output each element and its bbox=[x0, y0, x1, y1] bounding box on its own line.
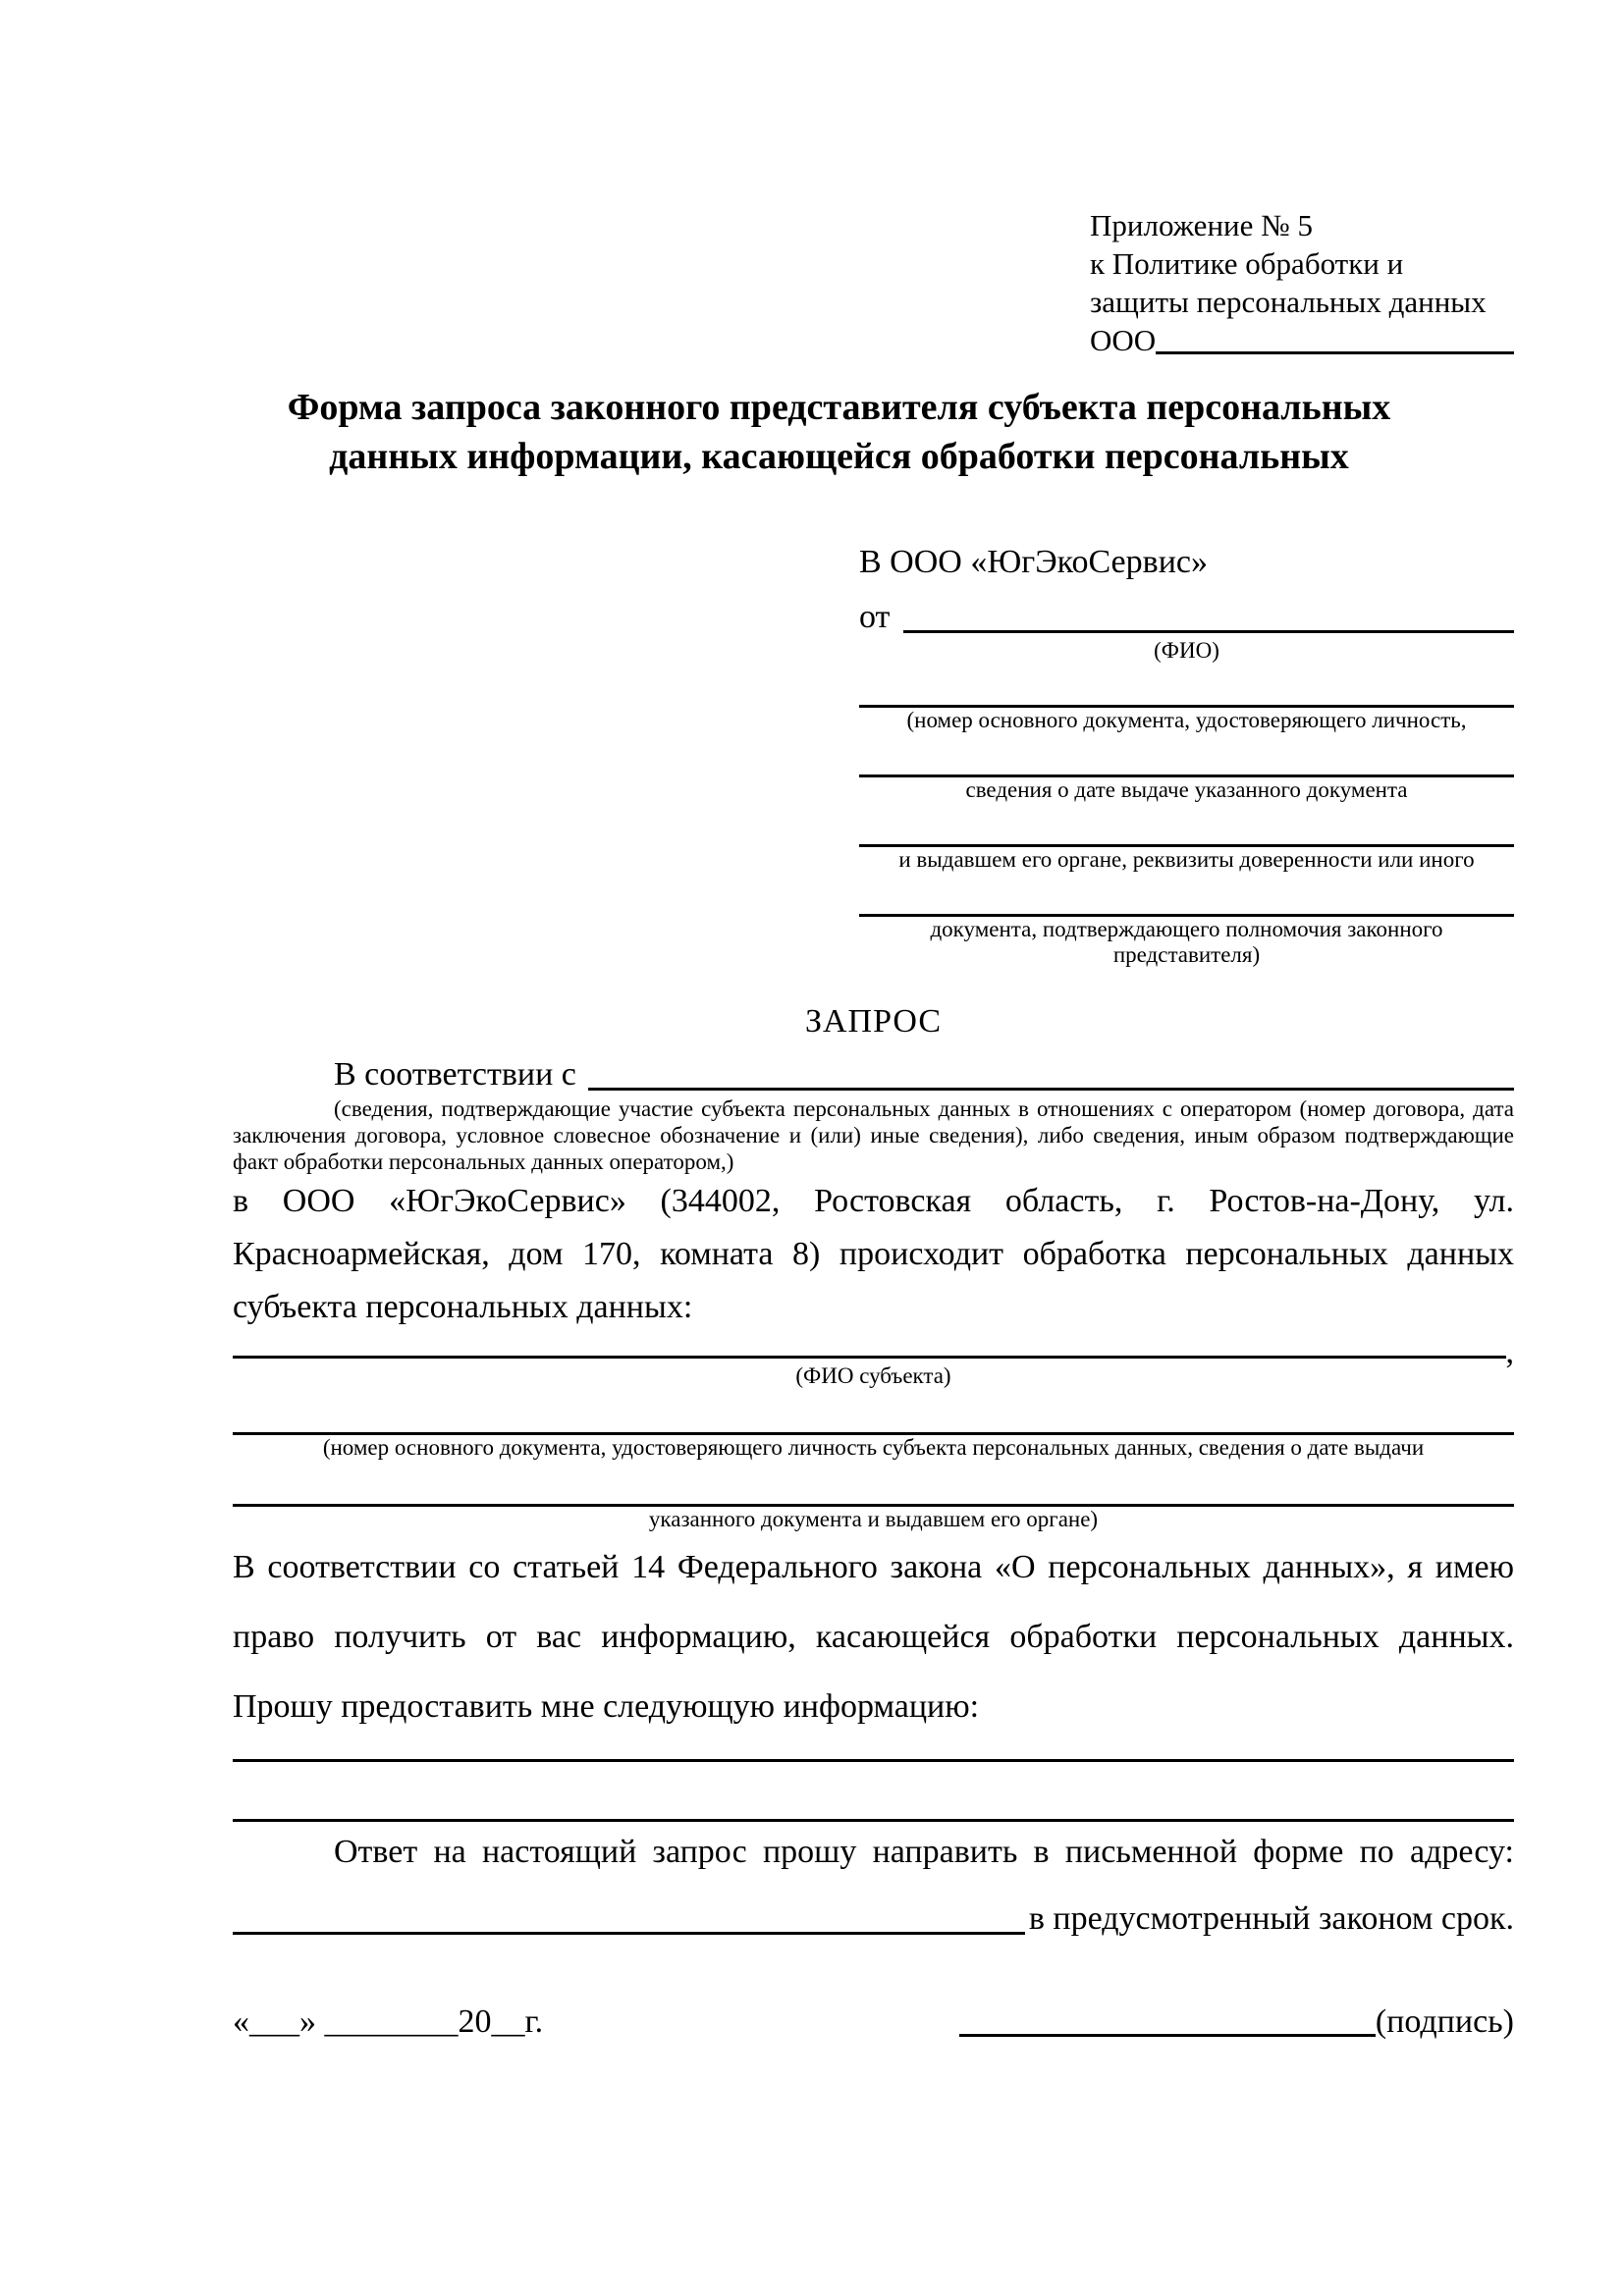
annex-line-1: Приложение № 5 bbox=[1090, 208, 1313, 242]
representative-doc-blank-field-2 bbox=[859, 733, 1514, 777]
date-line: «___» ________20__г. bbox=[233, 2003, 544, 2040]
addressee-to-line: В ООО «ЮгЭкоСервис» bbox=[859, 544, 1208, 580]
reply-paragraph: Ответ на настоящий запрос прошу направить в письменной форме по адресу: bbox=[334, 1834, 1514, 1870]
subject-fio-row bbox=[233, 1334, 1514, 1370]
subject-doc-caption-2: указанного документа и выдавшем его органе) bbox=[648, 1507, 1099, 1531]
from-row bbox=[859, 591, 1514, 638]
information-blank-field-1 bbox=[233, 1759, 1514, 1762]
annex-line-2: к Политике обработки и bbox=[1090, 246, 1404, 281]
subject-fio-blank-field bbox=[233, 1356, 1506, 1359]
annex-line-3: защиты персональных данных bbox=[1090, 285, 1487, 319]
fio-caption: (ФИО) bbox=[1154, 638, 1219, 663]
subject-doc-blank-field-1 bbox=[233, 1389, 1514, 1435]
reply-address-row bbox=[233, 1883, 1514, 1940]
subject-doc-blank-field-2 bbox=[233, 1461, 1514, 1507]
signature-blank-field bbox=[959, 2034, 1376, 2037]
request-heading: ЗАПРОС bbox=[804, 1003, 943, 1040]
ooo-blank-field bbox=[1156, 351, 1514, 354]
representative-doc-caption-4: документа, подтверждающего полномочия законного представителя) bbox=[930, 917, 1443, 967]
annex-header bbox=[1090, 206, 1514, 359]
accordance-row bbox=[233, 1050, 1514, 1095]
reply-tail: в предусмотренный законом срок. bbox=[1028, 1900, 1514, 1938]
from-name-blank-field bbox=[903, 630, 1514, 633]
representative-doc-caption-2: сведения о дате выдаче указанного документа bbox=[965, 777, 1408, 802]
representative-doc-blank-field-3 bbox=[859, 803, 1514, 847]
representative-doc-caption-1: (номер основного документа, удостоверяющего личность, bbox=[906, 708, 1467, 732]
accordance-lead: В соответствии с bbox=[334, 1056, 576, 1094]
ooo-prefix: ООО bbox=[1090, 323, 1157, 357]
footer-row bbox=[233, 2002, 1514, 2043]
signature-group bbox=[959, 2002, 1514, 2043]
subject-doc-caption-1: (номер основного документа, удостоверяющего личность субъекта персональных данных, сведения о дате выдачи bbox=[322, 1435, 1425, 1460]
accordance-blank-field bbox=[588, 1088, 1514, 1091]
annex-ooo-row bbox=[1090, 321, 1514, 359]
signature-caption: (подпись) bbox=[1375, 2003, 1514, 2040]
reply-address-blank-field bbox=[233, 1932, 1025, 1935]
subject-fio-caption: (ФИО субъекта) bbox=[795, 1363, 951, 1388]
form-title bbox=[233, 383, 1514, 481]
law-paragraph: В соответствии со статьей 14 Федерального закона «О персональных данных», я имею право получить от вас информацию, касающейся обработки персональных данных. Прошу предоставить мне следующую информацию: bbox=[233, 1549, 1514, 1725]
addressee-block bbox=[859, 542, 1514, 968]
from-label: от bbox=[859, 599, 891, 636]
form-title-line-2: данных информации, касающейся обработки персональных bbox=[329, 436, 1349, 477]
representative-doc-caption-3: и выдавшем его органе, реквизиты доверенности или иного bbox=[898, 847, 1475, 872]
representative-doc-blank-field-1 bbox=[859, 664, 1514, 708]
representative-doc-blank-field-4 bbox=[859, 873, 1514, 917]
operator-paragraph: в ООО «ЮгЭкоСервис» (344002, Ростовская область, г. Ростов-на-Дону, ул. Красноармейская, дом 170, комната 8) происходит обработка персональных данных субъекта персональных данных: bbox=[233, 1183, 1514, 1325]
accordance-note: (сведения, подтверждающие участие субъекта персональных данных в отношениях с оператором (номер договора, дата заключения договора, условное словесное обозначение и (или) иные сведения), либо сведения, иным образом подтверждающие факт обработки персональных данных оператором,) bbox=[233, 1096, 1514, 1174]
trailing-comma: , bbox=[1505, 1334, 1514, 1370]
form-title-line-1: Форма запроса законного представителя субъекта персональных bbox=[287, 387, 1391, 428]
